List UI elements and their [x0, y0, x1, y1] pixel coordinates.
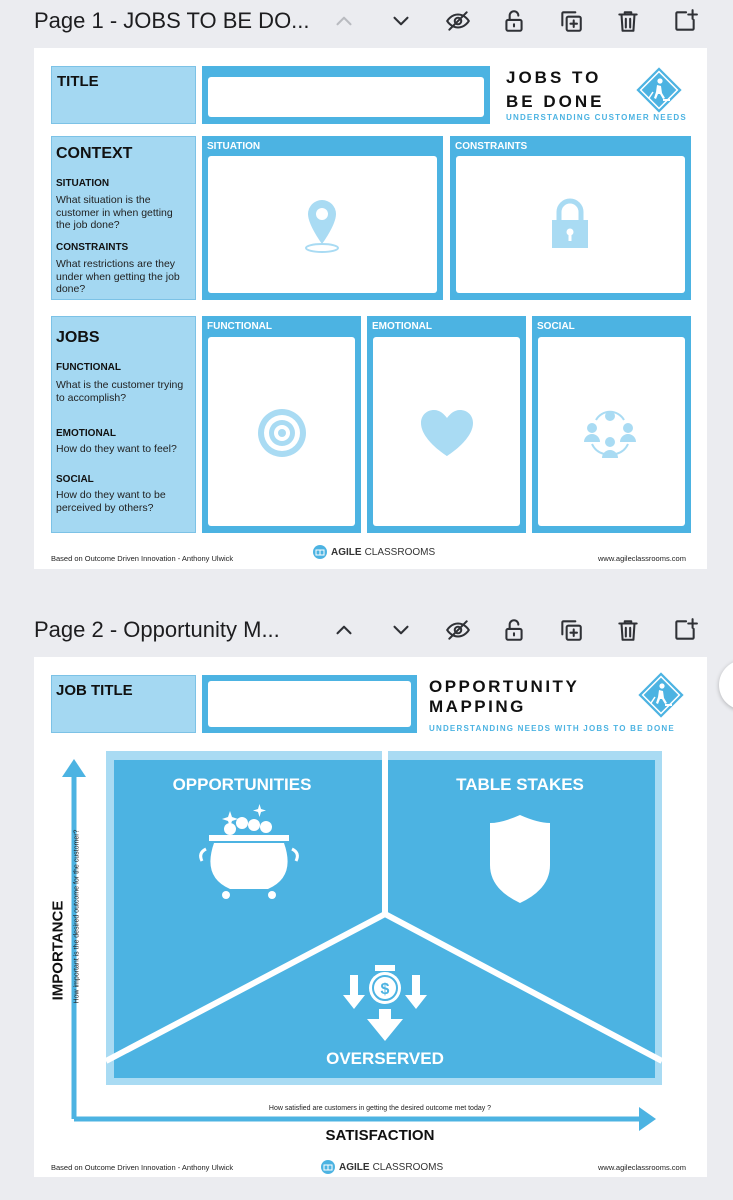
logo-subtitle: UNDERSTANDING NEEDS WITH JOBS TO BE DONE [429, 724, 675, 733]
title-label: TITLE [57, 73, 99, 90]
brand-bold: AGILE [339, 1161, 370, 1173]
footer-url: www.agileclassrooms.com [598, 554, 686, 563]
heart-icon [419, 408, 475, 458]
functional-question: What is the customer trying to accomplish? [56, 379, 184, 404]
emotional-question: How do they want to feel? [56, 443, 177, 455]
delete-page-button[interactable] [611, 4, 645, 38]
jobs-label-box [51, 316, 196, 533]
lock-icon [501, 617, 527, 643]
duplicate-icon [558, 617, 584, 643]
x-axis-title: SATISFACTION [325, 1127, 435, 1144]
functional-box [202, 316, 361, 533]
add-page-button[interactable] [668, 4, 702, 38]
constraints-question: What restrictions are they under when getting the job done? [56, 258, 180, 295]
eye-off-icon [445, 8, 471, 34]
constraints-box-header: CONSTRAINTS [455, 141, 528, 152]
social-box [532, 316, 691, 533]
emotional-label: EMOTIONAL [56, 428, 116, 439]
opportunities-label: OPPORTUNITIES [172, 775, 312, 794]
social-box-header: SOCIAL [537, 321, 575, 332]
trash-icon [615, 8, 641, 34]
location-pin-icon [300, 196, 344, 254]
lock-page-button[interactable] [497, 613, 531, 647]
functional-label: FUNCTIONAL [56, 362, 121, 373]
logo-line-2: MAPPING [429, 697, 526, 716]
table-stakes-label: TABLE STAKES [456, 775, 584, 794]
add-page-button[interactable] [668, 613, 702, 647]
x-axis-arrowhead [639, 1107, 656, 1131]
target-icon [255, 406, 309, 460]
logo-line-1: JOBS TO [506, 68, 602, 87]
padlock-icon [548, 196, 592, 252]
functional-box-header: FUNCTIONAL [207, 321, 272, 332]
page-1-canvas[interactable] [34, 48, 707, 569]
footer-url: www.agileclassrooms.com [598, 1163, 686, 1172]
hide-page-button[interactable] [441, 4, 475, 38]
move-down-button[interactable] [384, 613, 418, 647]
situation-box-header: SITUATION [207, 141, 261, 152]
svg-text:$: $ [380, 981, 390, 998]
y-axis-arrowhead [62, 759, 86, 777]
page-1-header [0, 0, 733, 44]
footer-credit: Based on Outcome Driven Innovation - Anthony Ulwick [51, 554, 234, 563]
lock-page-button[interactable] [497, 4, 531, 38]
brand-logo [321, 1160, 443, 1174]
emotional-box [367, 316, 526, 533]
lock-icon [501, 8, 527, 34]
book-icon [321, 1160, 335, 1174]
add-page-icon [672, 8, 698, 34]
logo-line-2: BE DONE [506, 92, 605, 111]
move-down-button[interactable] [384, 4, 418, 38]
move-up-button[interactable] [327, 4, 361, 38]
duplicate-page-button[interactable] [554, 613, 588, 647]
constraints-box [450, 136, 691, 300]
book-icon [313, 545, 327, 559]
situation-label: SITUATION [56, 178, 110, 189]
logo-line-1: OPPORTUNITY [429, 677, 580, 696]
title-input[interactable] [208, 77, 484, 117]
x-axis-question: How satisfied are customers in getting the desired outcome met today ? [268, 1105, 492, 1112]
add-page-icon [672, 617, 698, 643]
chevron-down-icon [388, 617, 414, 643]
page-1-title[interactable]: Page 1 - JOBS TO BE DO... [34, 8, 310, 33]
opportunity-map-graphic [34, 657, 707, 1177]
overserved-label: OVERSERVED [326, 1049, 444, 1068]
brand-bold: AGILE [331, 546, 362, 558]
side-panel-toggle[interactable] [719, 660, 733, 710]
footer-credit: Based on Outcome Driven Innovation - Anthony Ulwick [51, 1163, 234, 1172]
jobs-heading: JOBS [56, 329, 100, 346]
brand-rest: CLASSROOMS [364, 546, 436, 558]
page-2-canvas[interactable] [34, 657, 707, 1177]
situation-question: What situation is the customer in when getting the job done? [56, 194, 173, 231]
social-question: How do they want to be perceived by others? [56, 489, 166, 514]
logo-subtitle: UNDERSTANDING CUSTOMER NEEDS [506, 113, 687, 122]
constraints-label: CONSTRAINTS [56, 242, 129, 253]
chevron-down-icon [388, 8, 414, 34]
emotional-box-header: EMOTIONAL [372, 321, 432, 332]
trash-icon [615, 617, 641, 643]
context-label-box [51, 136, 196, 300]
chevron-up-icon [331, 8, 357, 34]
hide-page-button[interactable] [441, 613, 475, 647]
y-axis-question: How important is the desired outcome for the customer? [73, 829, 81, 1004]
y-axis-title: IMPORTANCE [49, 900, 67, 1001]
page-2-title[interactable]: Page 2 - Opportunity M... [34, 617, 280, 642]
social-label: SOCIAL [56, 474, 94, 485]
brand-rest: CLASSROOMS [372, 1161, 444, 1173]
duplicate-icon [558, 8, 584, 34]
eye-off-icon [445, 617, 471, 643]
delete-page-button[interactable] [611, 613, 645, 647]
title-label-box [51, 66, 196, 124]
worker-sign-icon [635, 66, 683, 114]
context-heading: CONTEXT [56, 145, 133, 162]
situation-box [202, 136, 443, 300]
page-2-header [0, 609, 733, 653]
duplicate-page-button[interactable] [554, 4, 588, 38]
chevron-up-icon [331, 617, 357, 643]
move-up-button[interactable] [327, 613, 361, 647]
people-icon [582, 406, 638, 460]
job-title-label: JOB TITLE [56, 682, 133, 699]
title-input-frame [202, 66, 490, 124]
brand-logo [313, 545, 435, 559]
